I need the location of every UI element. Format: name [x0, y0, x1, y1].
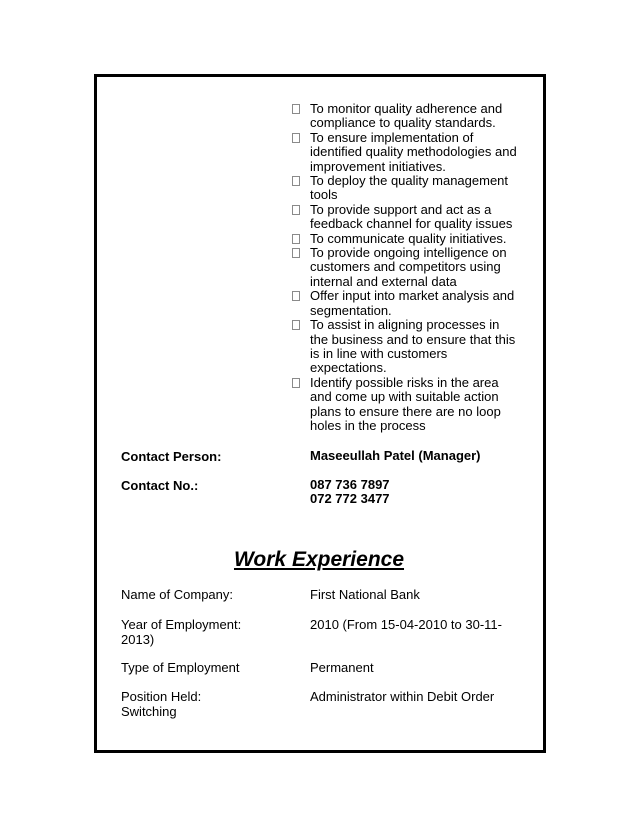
duty-text: To ensure implementation of identified quality methodologies and improvement initiatives.	[310, 129, 517, 174]
bullet-box-icon	[292, 248, 300, 258]
position-value: Administrator within Debit Order	[310, 689, 495, 704]
year-value: 2010 (From 15-04-2010 to 30-11-	[310, 617, 502, 632]
year-label: Year of Employment:	[121, 617, 242, 632]
bullet-box-icon	[292, 291, 300, 301]
duty-text: To communicate quality initiatives.	[310, 230, 507, 246]
duty-text: To provide ongoing intelligence on customers and competitors using internal and external data	[310, 245, 507, 289]
duty-text: To monitor quality adherence and compliance to quality standards.	[310, 101, 503, 131]
contact-number-2: 072 772 3477	[310, 491, 390, 506]
contact-person-value: Maseeullah Patel (Manager)	[310, 448, 481, 463]
duty-text: To assist in aligning processes in the business and to ensure that this is in line with customers expectations.	[310, 317, 516, 376]
bullet-box-icon	[292, 378, 300, 388]
bullet-box-icon	[292, 176, 300, 186]
list-item	[290, 203, 520, 232]
duties-list	[290, 102, 520, 433]
position-value-wrap: Switching	[121, 704, 177, 719]
list-item	[290, 289, 520, 318]
contact-person-label: Contact Person:	[121, 449, 222, 464]
list-item	[290, 318, 520, 376]
employment-type-label: Type of Employment	[121, 660, 240, 675]
employment-type-value: Permanent	[310, 660, 374, 675]
duty-text: Offer input into market analysis and segmentation.	[310, 288, 515, 318]
position-label: Position Held:	[121, 689, 202, 704]
bullet-box-icon	[292, 104, 300, 114]
list-item	[290, 102, 520, 131]
bullet-box-icon	[292, 320, 300, 330]
contact-number-label: Contact No.:	[121, 478, 199, 493]
duty-text: Identify possible risks in the area and come up with suitable action plans to ensure there are no loop holes in the process	[310, 374, 501, 433]
section-title: Work Experience	[233, 548, 405, 571]
contact-number-1: 087 736 7897	[310, 477, 390, 492]
company-value: First National Bank	[310, 587, 420, 602]
list-item	[290, 131, 520, 174]
list-item	[290, 376, 520, 434]
bullet-box-icon	[292, 205, 300, 215]
bullet-box-icon	[292, 234, 300, 244]
year-value-wrap: 2013)	[121, 632, 155, 647]
bullet-box-icon	[292, 133, 300, 143]
list-item	[290, 246, 520, 289]
list-item	[290, 232, 520, 246]
list-item	[290, 174, 520, 203]
duty-text: To deploy the quality management tools	[310, 173, 509, 203]
duty-text: To provide support and act as a feedback channel for quality issues	[310, 201, 513, 232]
company-label: Name of Company:	[121, 587, 233, 602]
